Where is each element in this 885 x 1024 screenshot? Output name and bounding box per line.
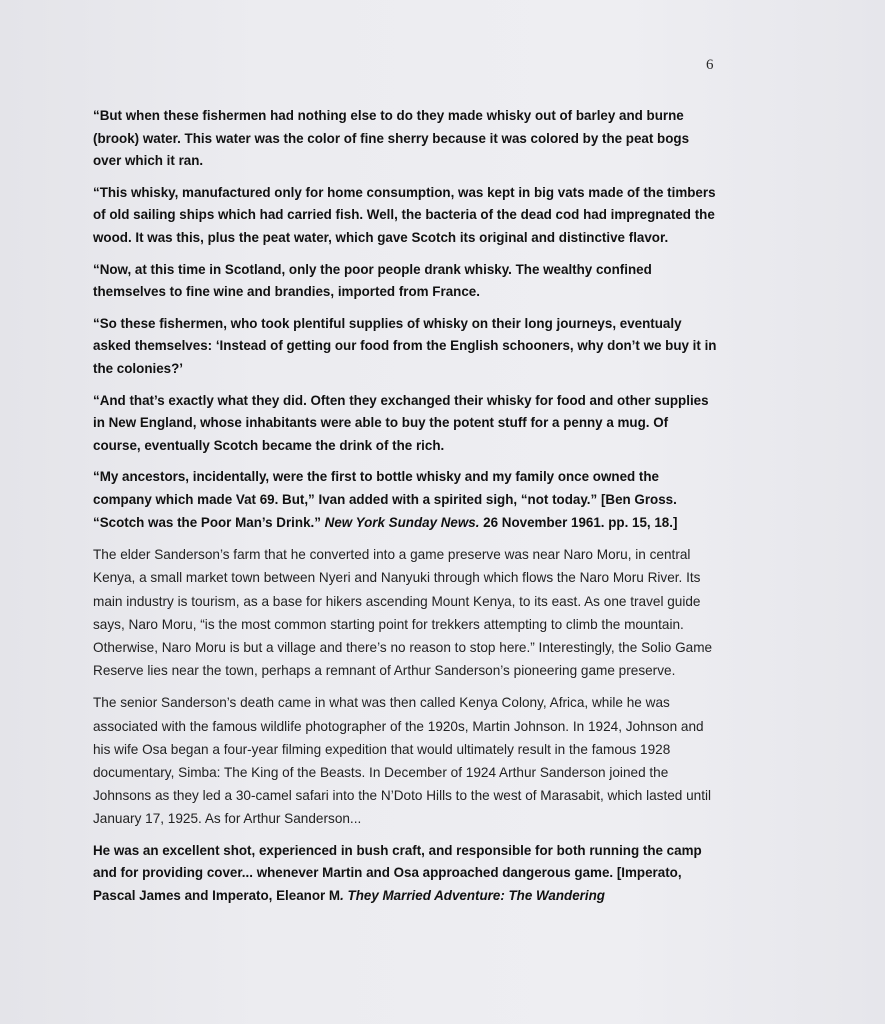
quote-text: He was an excellent shot, experienced in bush craft, and responsible for both running the camp and for providing cover... whenever Martin and Osa approached dangerous game. [Imperato, Pascal James and Imperato, Eleanor M [93,842,702,903]
page-number: 6 [706,57,714,73]
paragraph-quote-fishermen: “But when these fishermen had nothing else to do they made whisky out of barley and burne (brook) water. This water was the color of fine sherry because it was colored by the peat bogs over which it ran. [93,108,690,169]
body-text [93,105,718,916]
paragraph-sanderson-death: The senior Sanderson’s death came in what was then called Kenya Colony, Africa, while he was associated with the famous wildlife photographer of the 1920s, Martin Johnson. In 1924, Johnson and his wife Osa began a four-year filming expedition that would ultimately result in the famous 1928 documentary, Simba: The King of the Beasts. In December of 1924 Arthur Sanderson joined the Johnsons as they led a 30-camel safari into the N’Doto Hills to the west of Marasabit, which lasted until January 17, 1925. As for Arthur Sanderson... [93,695,712,827]
paragraph-quote-new-england: “And that’s exactly what they did. Often they exchanged their whisky for food and other supplies in New England, whose inhabitants were able to buy the potent stuff for a penny a mug. Of course, eventually Scotch became the drink of the rich. [93,392,709,453]
paragraph-quote-colonies: “So these fishermen, who took plentiful supplies of whisky on their long journeys, eventualy asked themselves: ‘Instead of getting our food from the English schooners, why don’t we buy it in the colonies?’ [93,315,717,376]
paragraph-quote-excellent-shot [93,840,718,908]
citation-text: “My ancestors, incidentally, were the first to bottle whisky and my family once owned the company which made Vat 69. But,” Ivan added with a spirited sigh, “not today.” [Ben Gross. “Scotch was the Poor Man’s Drink.” [93,469,677,530]
citation-source-title: New York Sunday News. [324,514,480,530]
paragraph-quote-poor-people: “Now, at this time in Scotland, only the poor people drank whisky. The wealthy confined themselves to fine wine and brandies, imported from France. [93,261,652,300]
paragraph-quote-whisky-vats: “This whisky, manufactured only for home consumption, was kept in big vats made of the timbers of old sailing ships which had carried fish. Well, the bacteria of the dead cod had impregnated the wood. It was this, plus the peat water, which gave Scotch its original and distinctive flavor. [93,184,716,245]
citation-book-title: . They Married Adventure: The Wandering [340,887,605,903]
paragraph-quote-ancestors [93,466,718,534]
paragraph-naro-moru: The elder Sanderson’s farm that he converted into a game preserve was near Naro Moru, in central Kenya, a small market town between Nyeri and Nanyuki through which flows the Naro Moru River. Its main industry is tourism, as a base for hikers ascending Mount Kenya, to its east. As one travel guide says, Naro Moru, “is the most common starting point for trekkers attempting to climb the mountain. Otherwise, Naro Moru is but a village and there’s no reason to stop here.” Interestingly, the Solio Game Reserve lies near the town, perhaps a remnant of Arthur Sanderson’s pioneering game preserve. [93,547,713,679]
citation-date: 26 November 1961. pp. 15, 18.] [479,514,678,530]
